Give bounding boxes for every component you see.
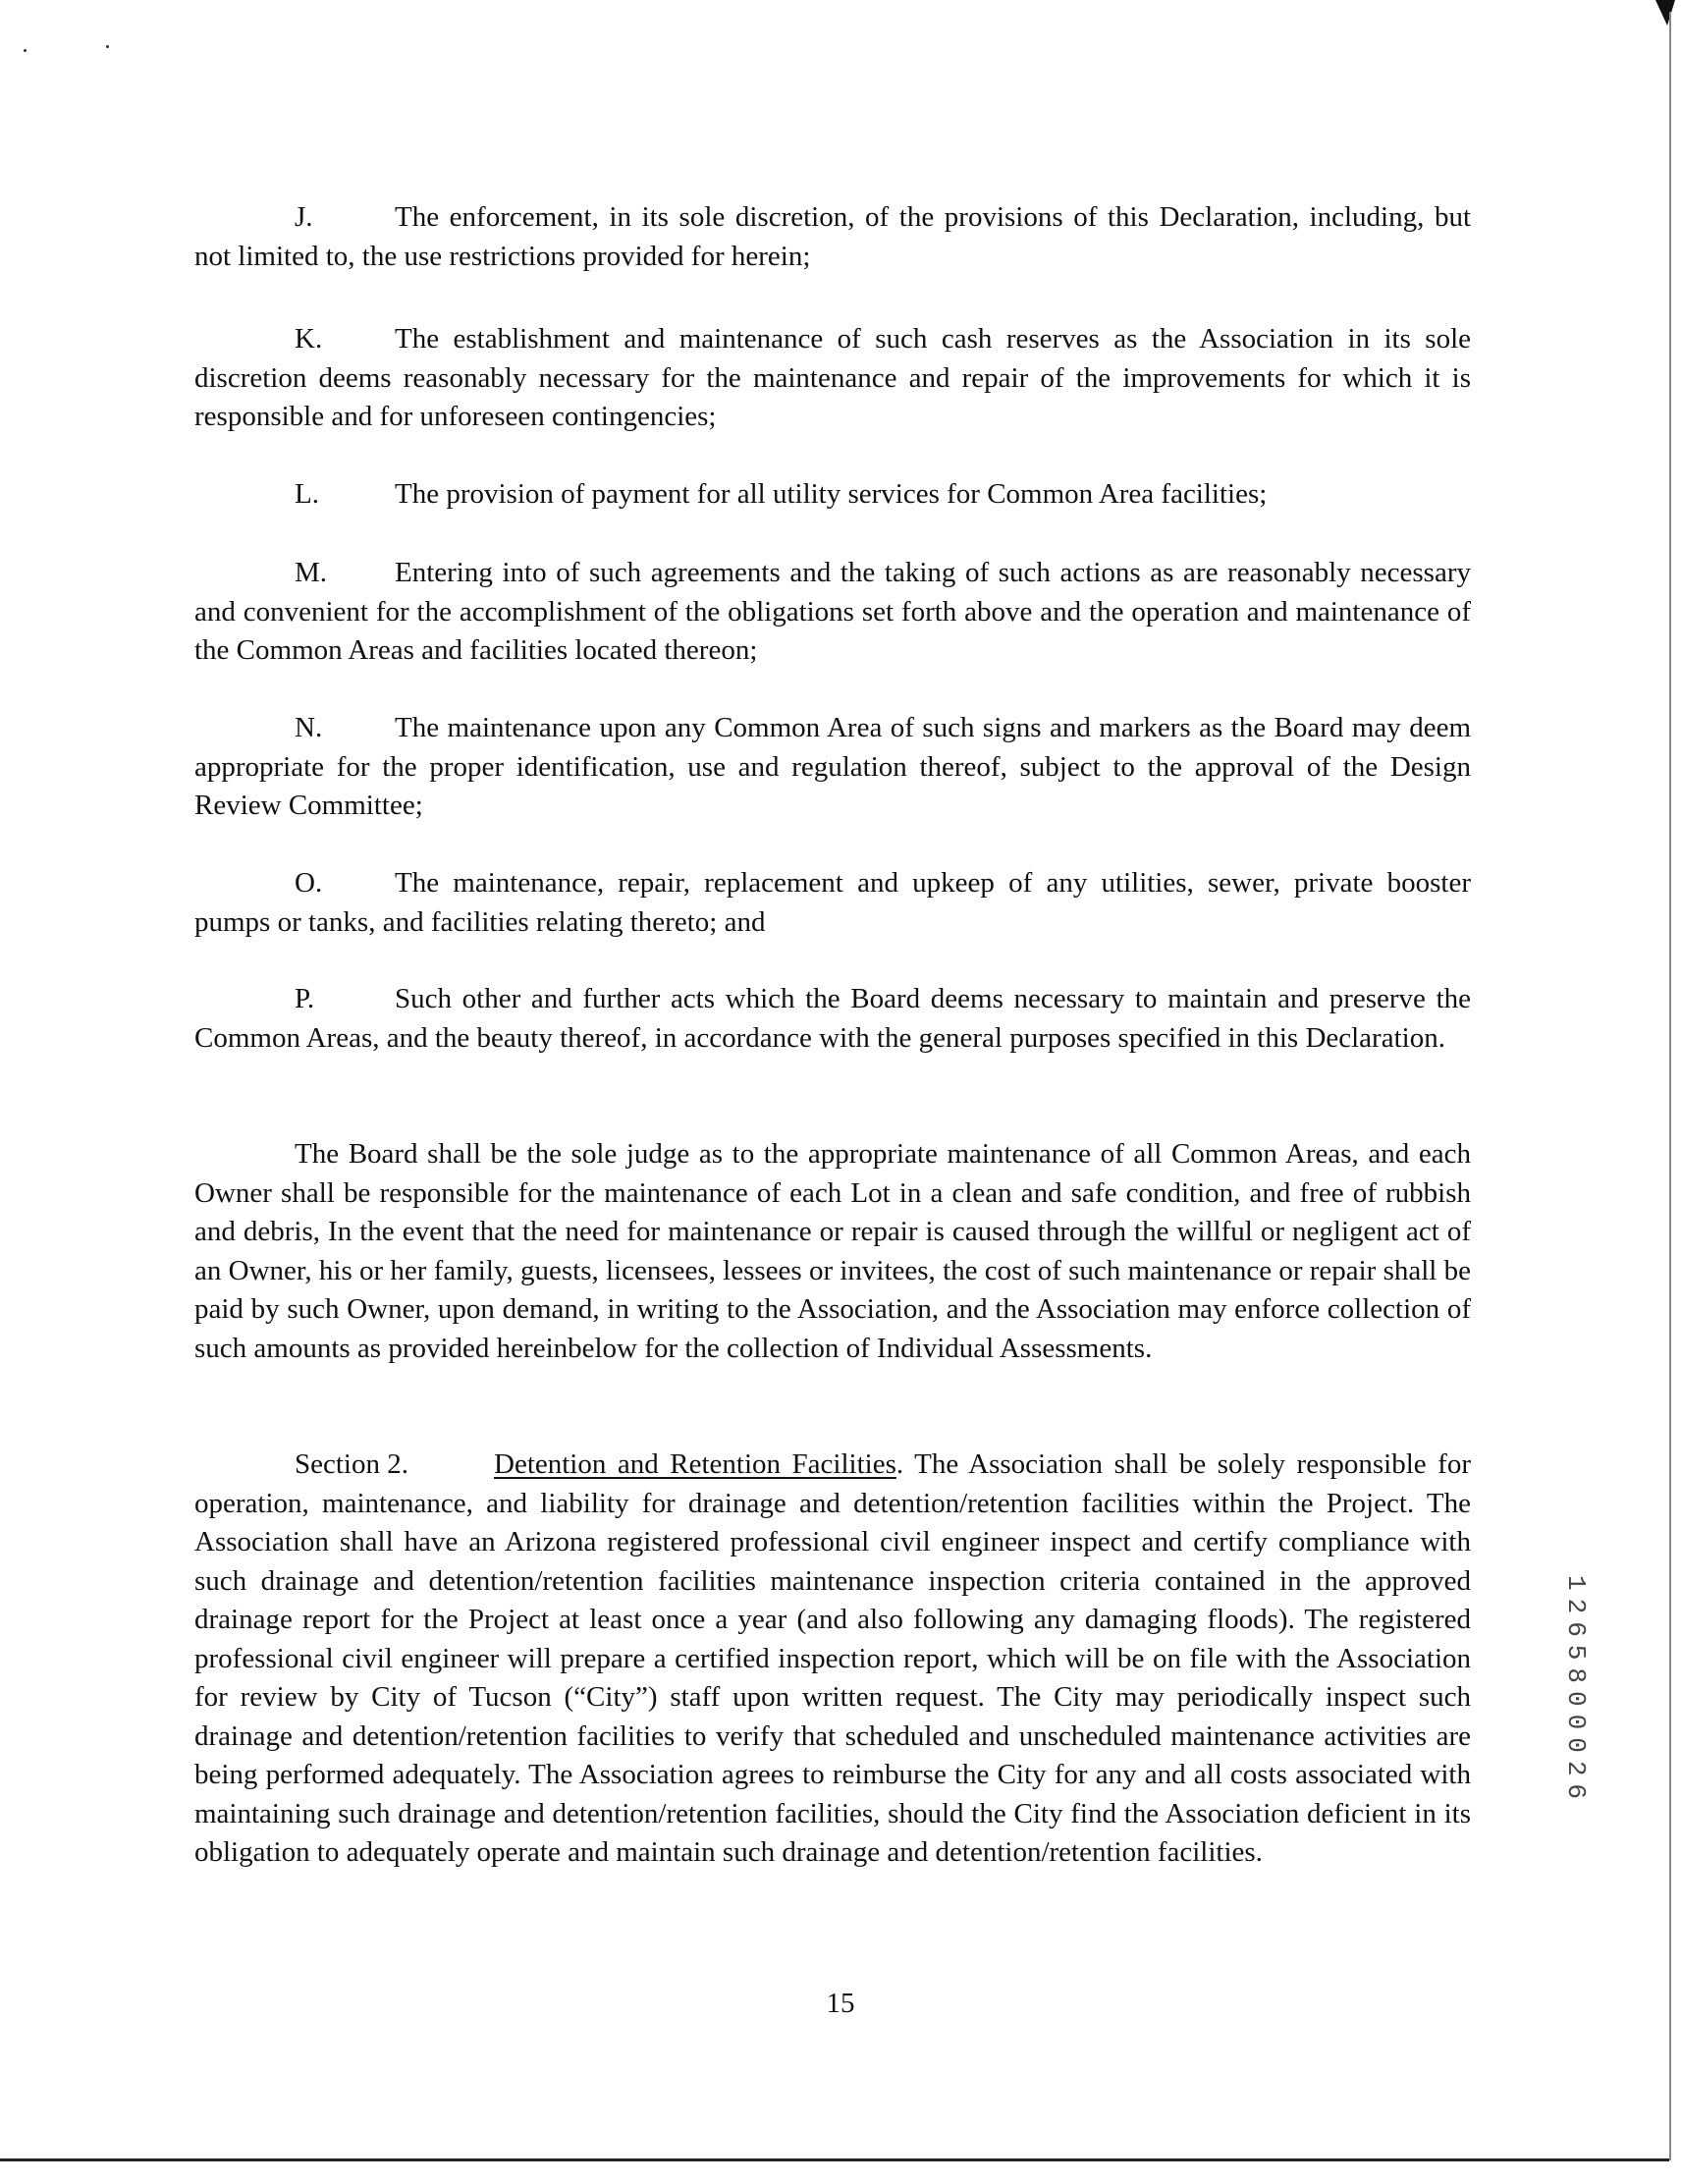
list-item-m	[194, 554, 1471, 671]
item-letter: P.	[295, 983, 315, 1014]
list-item-p	[194, 980, 1471, 1058]
item-text: Such other and further acts which the Board deems necessary to maintain and preserve the Common Areas, and the beauty thereof, in accordance with the general purposes specified in this Declaration.	[194, 983, 1471, 1054]
section-label: Section 2.	[295, 1448, 408, 1480]
item-text: The enforcement, in its sole discretion, of the provisions of this Declaration, including, but not limited to, the use restrictions provided for herein;	[194, 201, 1471, 272]
bottom-edge-rule	[0, 2158, 1669, 2161]
section-heading-period: .	[895, 1448, 904, 1480]
closing-paragraph-text: The Board shall be the sole judge as to the appropriate maintenance of all Common Areas, and each Owner shall be responsible for the maintenance of each Lot in a clean and safe condition, and free of rubbish and debris, In the event that the need for maintenance or repair is caused through the willful or negligent act of an Owner, his or her family, guests, licensees, lessees or invitees, the cost of such maintenance or repair shall be paid by such Owner, upon demand, in writing to the Association, and the Association may enforce collection of such amounts as provided hereinbelow for the collection of Individual Assessments.	[194, 1138, 1471, 1364]
item-letter: O.	[295, 867, 323, 899]
item-letter: M.	[295, 557, 328, 588]
list-item-k	[194, 320, 1471, 437]
section-2-paragraph	[194, 1446, 1471, 1873]
right-edge-rule	[1669, 12, 1671, 2160]
section-body: The Association shall be solely responsible for operation, maintenance, and liability for drainage and detention/retention facilities within the Project. The Association shall have an Arizona registered professional civil engineer inspect and certify compliance with such drainage and detention/retention facilities maintenance inspection criteria contained in the approved drainage report for the Project at least once a year (and also following any damaging floods). The registered professional civil engineer will prepare a certified inspection report, which will be on file with the Association for review by City of Tucson (“City”) staff upon written request. The City may periodically inspect such drainage and detention/retention facilities to verify that scheduled and unscheduled maintenance activities are being performed adequately. The Association agrees to reimburse the City for any and all costs associated with maintaining such drainage and detention/retention facilities, should the City find the Association deficient in its obligation to adequately operate and maintain such drainage and detention/retention facilities.	[194, 1448, 1471, 1868]
bates-number: 1265800026	[1561, 1575, 1591, 1808]
item-text: The maintenance upon any Common Area of such signs and markers as the Board may deem appropriate for the proper identification, use and regulation thereof, subject to the approval of the Design Review Committee;	[194, 712, 1471, 821]
corner-mark	[1655, 0, 1675, 26]
list-item-l	[194, 475, 1471, 515]
scan-speck	[106, 45, 109, 48]
scan-speck	[24, 49, 27, 52]
item-letter: K.	[295, 323, 323, 355]
list-item-o	[194, 864, 1471, 942]
item-text: Entering into of such agreements and the taking of such actions as are reasonably necessary and convenient for the accomplishment of the obligations set forth above and the operation and maintenance of the Common Areas and facilities located thereon;	[194, 557, 1471, 666]
section-heading: Detention and Retention Facilities	[494, 1448, 896, 1480]
item-letter: J.	[295, 201, 313, 233]
closing-paragraph	[194, 1135, 1471, 1368]
page-number: 15	[826, 1988, 855, 2019]
item-letter: L.	[295, 478, 319, 510]
list-item-j	[194, 198, 1471, 276]
item-letter: N.	[295, 712, 323, 743]
list-item-n	[194, 709, 1471, 826]
item-text: The provision of payment for all utility services for Common Area facilities;	[395, 478, 1268, 510]
item-text: The establishment and maintenance of such cash reserves as the Association in its sole discretion deems reasonably necessary for the maintenance and repair of the improvements for which it is responsible and for unforeseen contingencies;	[194, 323, 1471, 432]
item-text: The maintenance, repair, replacement and upkeep of any utilities, sewer, private booster pumps or tanks, and facilities relating thereto; and	[194, 867, 1471, 938]
